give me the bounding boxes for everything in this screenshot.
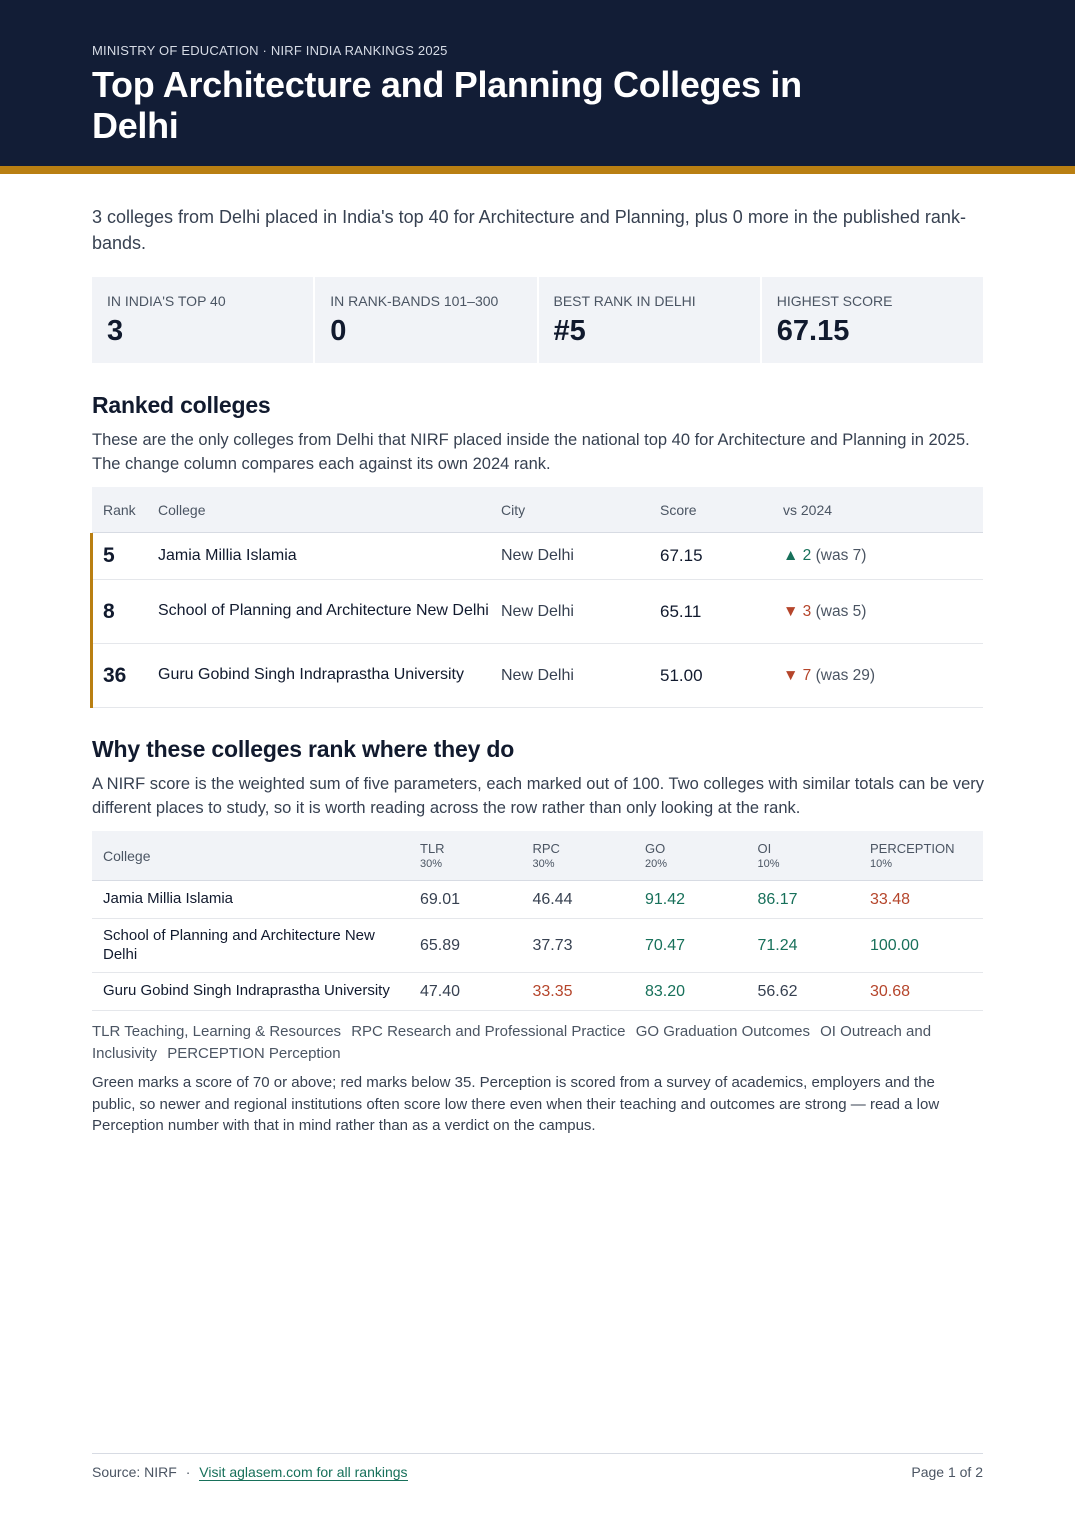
stat-rank-bands xyxy=(315,277,536,363)
change-cell xyxy=(783,603,983,621)
change-value: 2 xyxy=(802,547,812,564)
footer-source xyxy=(92,1464,408,1480)
score-cell: 33.48 xyxy=(870,890,911,908)
legend-item-tlr xyxy=(92,1023,341,1040)
change-cell xyxy=(783,667,983,685)
column-header-tlr xyxy=(420,841,533,871)
score-cell: 67.15 xyxy=(660,546,703,565)
change-cell xyxy=(783,547,983,565)
previous-rank: (was 7) xyxy=(815,547,867,564)
ranked-description: These are the only colleges from Delhi that NIRF placed inside the national top 40 for Architecture and Planning in 2025. The change column compares each against its own 2024 rank. xyxy=(92,431,970,473)
page-number: Page 1 of 2 xyxy=(911,1464,983,1480)
college-cell: Jamia Millia Islamia xyxy=(103,890,234,908)
rank-cell: 36 xyxy=(103,663,127,687)
score-cell: 30.68 xyxy=(870,982,911,1000)
arrow-up-icon: ▲ xyxy=(783,547,799,564)
table-row xyxy=(92,973,983,1011)
column-name: PERCEPTION xyxy=(870,840,955,856)
column-weight: 10% xyxy=(870,857,893,870)
legend-abbr: PERCEPTION xyxy=(167,1044,265,1062)
parameters-heading: Why these colleges rank where they do xyxy=(92,736,515,762)
college-cell: School of Planning and Architecture New Delhi xyxy=(103,927,375,963)
legend-item-go xyxy=(636,1023,810,1040)
legend-item-rpc xyxy=(351,1023,625,1040)
stat-best-rank xyxy=(539,277,760,363)
scoring-note: Green marks a score of 70 or above; red marks below 35. Perception is scored from a survey of academics, employers and the public, so newer and regional institutions often score low there even when their teaching and outcomes are strong — read a low Perception number with that in mind rather than as a verdict on the campus. xyxy=(92,1074,940,1134)
score-cell: 46.44 xyxy=(532,890,573,908)
stats-panel xyxy=(92,277,983,363)
stat-value: 67.15 xyxy=(776,315,850,347)
rank-cell: 8 xyxy=(103,599,115,623)
previous-rank: (was 5) xyxy=(815,602,867,620)
summary-lead: 3 colleges from Delhi placed in India's top 40 for Architecture and Planning, plus 0 more in the published rank-bands. xyxy=(92,207,966,253)
table-row xyxy=(92,644,983,708)
stat-highest-score xyxy=(762,277,983,363)
column-header-go xyxy=(645,841,758,871)
source-label: Source: NIRF xyxy=(92,1464,177,1480)
column-header-oi xyxy=(758,841,871,871)
score-cell: 83.20 xyxy=(645,982,686,1000)
score-cell: 69.01 xyxy=(420,890,461,908)
arrow-down-icon: ▼ xyxy=(783,602,799,620)
city-cell: New Delhi xyxy=(501,547,574,564)
column-header-perception xyxy=(870,841,983,871)
college-cell: Guru Gobind Singh Indraprastha University xyxy=(158,666,464,684)
table-header xyxy=(92,831,983,881)
column-name: RPC xyxy=(532,840,560,856)
legend-abbr: TLR xyxy=(92,1023,121,1040)
college-cell: School of Planning and Architecture New Delhi xyxy=(158,602,489,620)
column-weight: 20% xyxy=(645,857,668,870)
score-cell: 86.17 xyxy=(757,890,798,908)
score-cell: 65.11 xyxy=(660,601,702,621)
score-cell: 70.47 xyxy=(645,936,686,954)
change-value: 7 xyxy=(802,666,812,684)
column-weight: 30% xyxy=(532,857,555,870)
rankings-link[interactable]: Visit aglasem.com for all rankings xyxy=(199,1464,408,1480)
stat-value: #5 xyxy=(553,315,586,347)
table-row xyxy=(92,881,983,919)
table-row xyxy=(92,580,983,644)
score-cell: 51.00 xyxy=(660,665,703,685)
legend-full: Graduation Outcomes xyxy=(663,1023,810,1040)
column-header-rpc xyxy=(533,841,646,871)
legend-full: Teaching, Learning & Resources xyxy=(124,1023,342,1040)
ranked-heading: Ranked colleges xyxy=(92,392,271,418)
legend-full: Perception xyxy=(268,1044,341,1062)
column-name: TLR xyxy=(420,840,445,856)
city-cell: New Delhi xyxy=(501,666,574,684)
score-cell: 91.42 xyxy=(645,890,686,908)
page-title: Top Architecture and Planning Colleges in Delhi xyxy=(92,64,802,146)
column-header-rank: Rank xyxy=(103,501,136,518)
legend-abbr: OI xyxy=(820,1023,836,1040)
table-header xyxy=(92,487,983,533)
header-eyebrow: MINISTRY OF EDUCATION · NIRF INDIA RANKINGS 2025 xyxy=(92,43,448,58)
legend-abbr: RPC xyxy=(351,1023,383,1040)
rank-cell: 5 xyxy=(103,544,115,567)
ranked-table xyxy=(92,487,983,708)
header-accent-rule xyxy=(0,166,1075,174)
parameters-table xyxy=(92,831,983,1011)
parameter-legend xyxy=(92,1021,982,1064)
column-header-city: City xyxy=(501,501,526,518)
table-row xyxy=(92,533,983,580)
column-header-score: Score xyxy=(660,501,697,518)
previous-rank: (was 29) xyxy=(815,666,876,684)
stat-label: BEST RANK IN DELHI xyxy=(553,293,696,309)
score-cell: 33.35 xyxy=(532,982,573,1000)
parameters-description: A NIRF score is the weighted sum of five parameters, each marked out of 100. Two colleges with similar totals can be very different places to study, so it is worth reading across the row rather than only looking at the rank. xyxy=(92,775,985,817)
city-cell: New Delhi xyxy=(501,602,574,620)
footer-separator: · xyxy=(185,1464,191,1480)
arrow-down-icon: ▼ xyxy=(783,666,799,684)
stat-label: IN INDIA'S TOP 40 xyxy=(107,293,226,309)
column-header-college: College xyxy=(158,501,206,518)
score-cell: 47.40 xyxy=(420,982,461,1000)
score-cell: 65.89 xyxy=(420,936,461,954)
legend-item-perception xyxy=(167,1045,340,1062)
column-weight: 10% xyxy=(757,857,780,870)
score-cell: 56.62 xyxy=(757,982,798,1000)
stat-label: HIGHEST SCORE xyxy=(776,293,893,309)
legend-full: Outreach and Inclusivity xyxy=(92,1023,932,1062)
college-cell: Guru Gobind Singh Indraprastha University xyxy=(103,982,390,1000)
stat-label: IN RANK-BANDS 101–300 xyxy=(330,293,499,309)
table-row xyxy=(92,919,983,973)
score-cell: 37.73 xyxy=(532,936,573,954)
change-value: 3 xyxy=(802,602,812,620)
column-name: OI xyxy=(757,840,772,856)
stat-value: 3 xyxy=(107,315,124,347)
legend-abbr: GO xyxy=(635,1023,660,1040)
page-header xyxy=(0,0,1075,166)
score-cell: 71.24 xyxy=(757,936,798,954)
column-weight: 30% xyxy=(420,857,443,870)
column-header-vs-2024: vs 2024 xyxy=(783,501,833,518)
column-header-college: College xyxy=(103,847,151,864)
legend-full: Research and Professional Practice xyxy=(387,1023,626,1040)
college-cell: Jamia Millia Islamia xyxy=(158,546,297,564)
stat-value: 0 xyxy=(330,315,347,347)
score-cell: 100.00 xyxy=(870,936,919,954)
stat-top-40 xyxy=(92,277,313,363)
column-name: GO xyxy=(645,840,666,856)
page-footer xyxy=(92,1453,983,1480)
